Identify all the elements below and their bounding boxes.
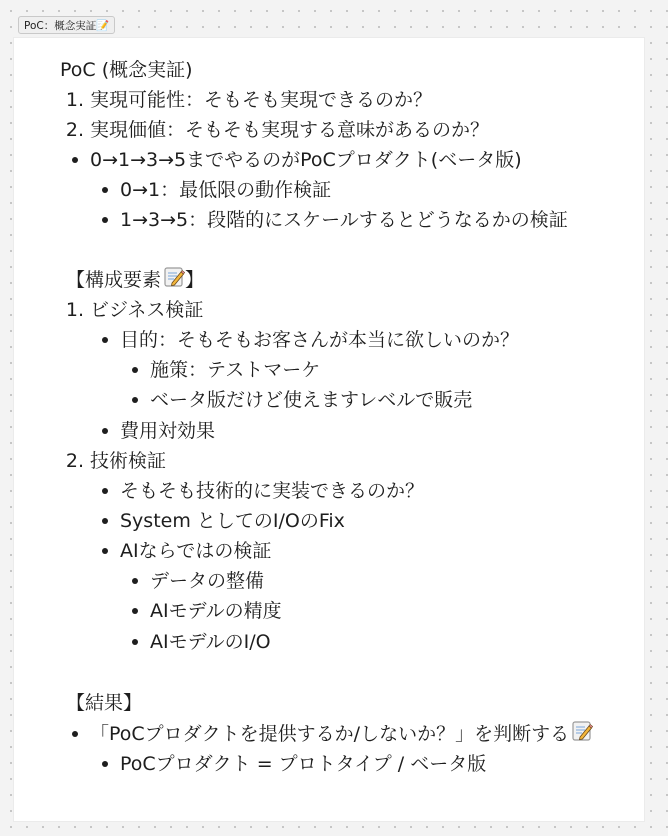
list-item-text: 施策：テストマーケ xyxy=(150,359,321,381)
text-content xyxy=(14,38,644,821)
bullet-icon xyxy=(132,397,138,403)
bullet-icon xyxy=(132,608,138,614)
frame-label[interactable]: PoC：概念実証📝 xyxy=(18,16,115,34)
list-item xyxy=(14,627,644,657)
list-item xyxy=(14,295,644,325)
list-item xyxy=(14,85,644,115)
list-item xyxy=(14,325,644,355)
bullet-icon xyxy=(132,367,138,373)
list-item-text: ビジネス検証 xyxy=(90,299,204,321)
list-item-text: 目的：そもそもお客さんが本当に欲しいのか？ xyxy=(120,329,520,351)
list-item xyxy=(14,566,644,596)
heading-components xyxy=(66,265,204,295)
list-item-text: 実現可能性：そもそも実現できるのか？ xyxy=(90,89,433,111)
memo-icon xyxy=(163,266,185,288)
list-item-text: AIモデルの精度 xyxy=(150,600,282,622)
heading-poc: PoC (概念実証) xyxy=(60,59,193,81)
list-item-text-content: 「PoCプロダクトを提供するか/しないか？」を判断する xyxy=(90,723,570,745)
list-item-text: System としてのI/OのFix xyxy=(120,510,345,532)
list-item-text xyxy=(90,719,593,749)
list-item-text: PoCプロダクト = プロトタイプ / ベータ版 xyxy=(120,753,487,775)
list-item-text: 費用対効果 xyxy=(120,420,216,442)
list-item-text: ベータ版だけど使えますレベルで販売 xyxy=(150,389,473,411)
list-item xyxy=(14,205,644,235)
list-item-text: AIモデルのI/O xyxy=(150,631,271,653)
list-item xyxy=(14,719,644,749)
list-item xyxy=(14,476,644,506)
list-item xyxy=(14,385,644,415)
list-item xyxy=(14,596,644,626)
bullet-icon xyxy=(102,518,108,524)
bullet-icon xyxy=(72,731,78,737)
bullet-icon xyxy=(102,337,108,343)
bullet-icon xyxy=(102,548,108,554)
list-item-text: AIならではの検証 xyxy=(120,540,272,562)
bullet-icon xyxy=(132,639,138,645)
list-item xyxy=(14,416,644,446)
heading-components-close: 】 xyxy=(185,269,205,291)
list-item xyxy=(14,749,644,779)
bullet-icon xyxy=(102,217,108,223)
bullet-icon xyxy=(102,187,108,193)
list-item-text: データの整備 xyxy=(150,570,265,592)
memo-icon xyxy=(571,720,593,742)
bullet-icon xyxy=(102,428,108,434)
list-item xyxy=(14,175,644,205)
list-item xyxy=(14,145,644,175)
list-number: 2. xyxy=(65,119,84,141)
list-item-text: 1→3→5：段階的にスケールするとどうなるかの検証 xyxy=(120,209,568,231)
list-item xyxy=(14,536,644,566)
bullet-icon xyxy=(102,761,108,767)
list-item-text: 0→1：最低限の動作検証 xyxy=(120,179,332,201)
heading-result: 【結果】 xyxy=(66,692,143,714)
bullet-icon xyxy=(132,578,138,584)
list-item xyxy=(14,446,644,476)
list-item-text: 0→1→3→5までやるのがPoCプロダクト(ベータ版) xyxy=(90,149,522,171)
list-number: 1. xyxy=(65,89,84,111)
heading-components-text: 【構成要素 xyxy=(66,269,162,291)
bullet-icon xyxy=(72,157,78,163)
list-item-text: 技術検証 xyxy=(90,450,167,472)
list-item xyxy=(14,115,644,145)
list-item xyxy=(14,355,644,385)
list-number: 1. xyxy=(65,299,84,321)
list-item-text: そもそも技術的に実装できるのか？ xyxy=(120,480,425,502)
bullet-icon xyxy=(102,488,108,494)
list-number: 2. xyxy=(65,450,84,472)
text-card[interactable] xyxy=(14,38,644,821)
list-item-text: 実現価値：そもそも実現する意味があるのか？ xyxy=(90,119,490,141)
list-item xyxy=(14,506,644,536)
